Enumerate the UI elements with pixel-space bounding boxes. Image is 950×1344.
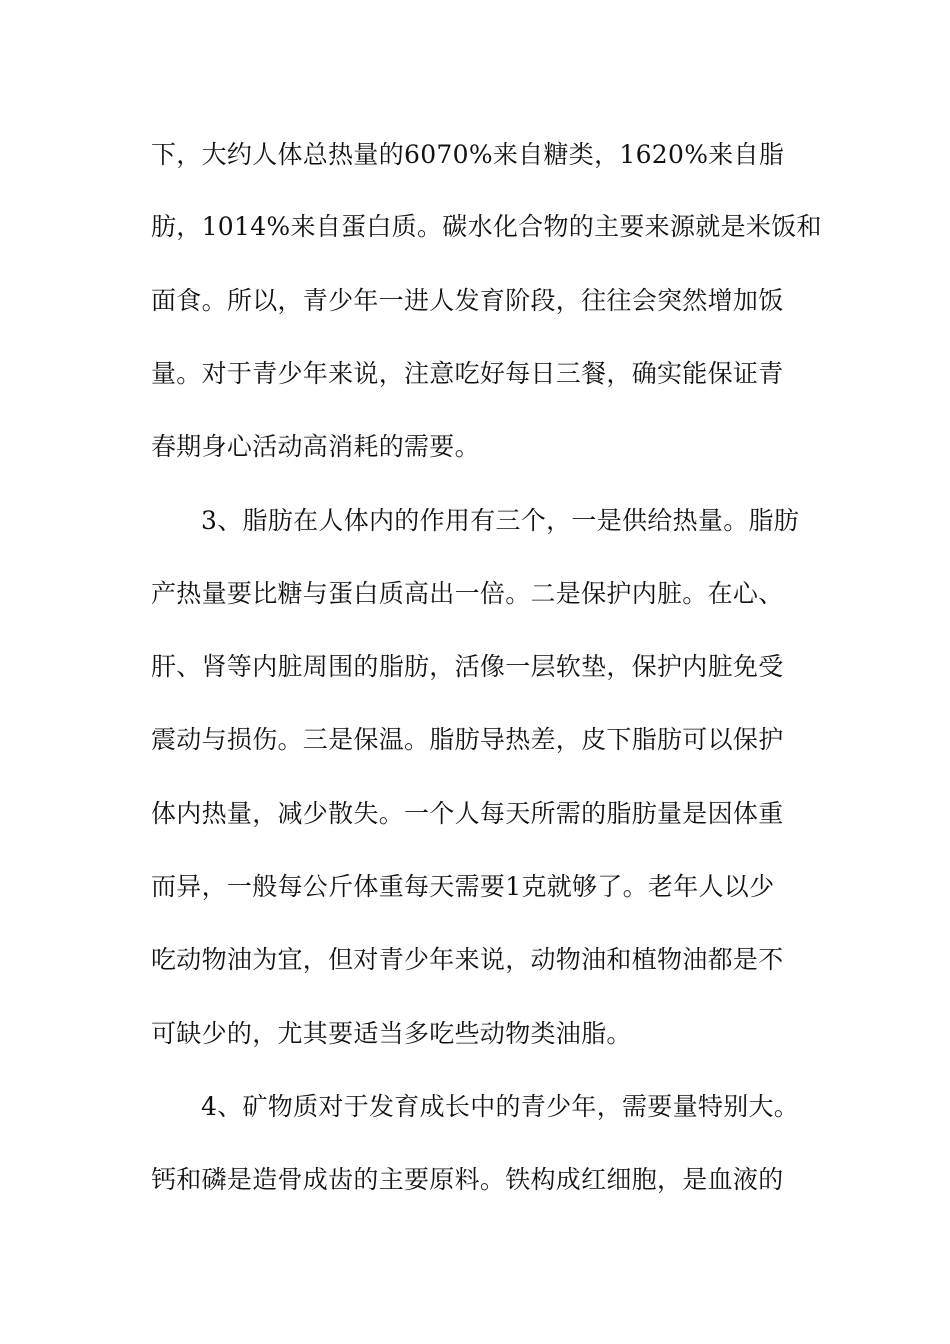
text-line-15: 钙和磷是造骨成齿的主要原料。铁构成红细胞，是血液的 — [151, 1165, 784, 1194]
paragraph-3-start: 3、脂肪在人体内的作用有三个，一是供给热量。脂肪 — [201, 506, 800, 535]
text-line-10: 体内热量，减少散失。一个人每天所需的脂肪量是因体重 — [151, 799, 784, 828]
text-line-7: 产热量要比糖与蛋白质高出一倍。二是保护内脏。在心、 — [151, 579, 784, 608]
text-line-5: 春期身心活动高消耗的需要。 — [151, 432, 480, 461]
text-line-11: 而异，一般每公斤体重每天需要1克就够了。老年人以少 — [151, 872, 775, 901]
text-line-1: 下，大约人体总热量的6070%来自糖类，1620%来自脂 — [151, 140, 785, 169]
text-line-2: 肪，1014%来自蛋白质。碳水化合物的主要来源就是米饭和 — [151, 212, 822, 241]
text-line-4: 量。对于青少年来说，注意吃好每日三餐，确实能保证青 — [151, 359, 784, 388]
text-line-13: 可缺少的，尤其要适当多吃些动物类油脂。 — [151, 1019, 632, 1048]
paragraph-4-start: 4、矿物质对于发育成长中的青少年，需要量特别大。 — [201, 1092, 800, 1121]
text-line-3: 面食。所以，青少年一进人发育阶段，往往会突然增加饭 — [151, 286, 784, 315]
text-line-8: 肝、肾等内脏周围的脂肪，活像一层软垫，保护内脏免受 — [151, 652, 784, 681]
text-line-9: 震动与损伤。三是保温。脂肪导热差，皮下脂肪可以保护 — [151, 725, 784, 754]
text-line-12: 吃动物油为宜，但对青少年来说，动物油和植物油都是不 — [151, 945, 784, 974]
